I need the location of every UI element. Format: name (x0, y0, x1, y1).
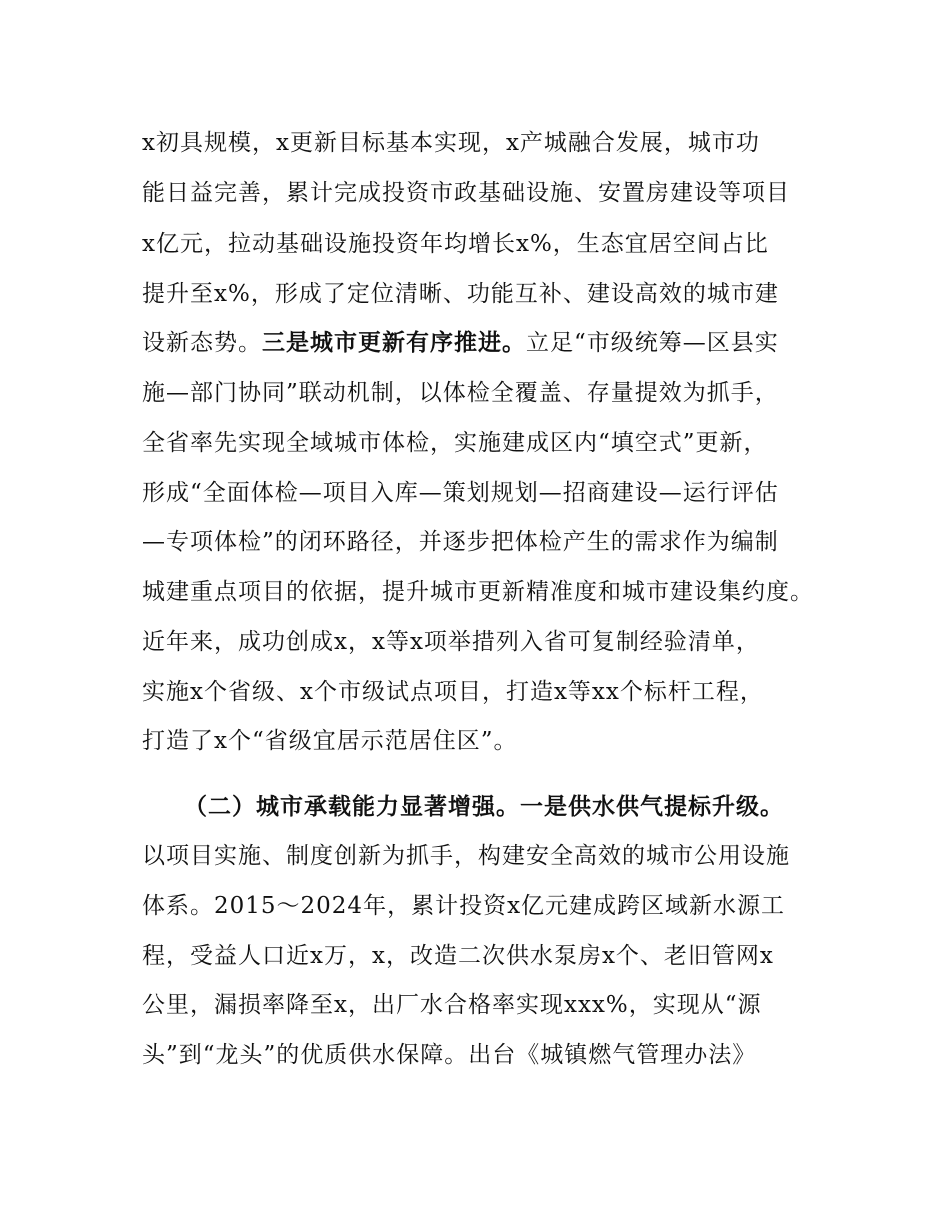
text-line: x亿元，拉动基础设施投资年均增长x%，生态宜居空间占比 (142, 231, 769, 257)
text-line: 头”到“龙头”的优质供水保障。出台《城镇燃气管理办法》 (142, 1042, 757, 1068)
text-line: 程，受益人口近x万，x，改造二次供水泵房x个、老旧管网x (142, 943, 774, 969)
text-line (184, 792, 784, 822)
text-segment: 设新态势。 (142, 330, 262, 356)
text-line: x初具规模，x更新目标基本实现，x产城融合发展，城市功 (142, 130, 760, 156)
bold-heading: 三是城市更新有序推进。 (262, 330, 526, 356)
text-segment: 立足“市级统筹—区县实 (526, 330, 779, 356)
text-line: 体系。2015～2024年，累计投资x亿元建成跨区域新水源工 (142, 893, 786, 919)
text-line: 近年来，成功创成x，x等x项举措列入省可复制经验清单， (142, 629, 760, 655)
text-line: 形成“全面体检—项目入库—策划规划—招商建设—运行评估 (142, 480, 779, 506)
text-line: 打造了x个“省级宜居示范居住区”。 (142, 728, 518, 754)
text-line: —专项体检”的闭环路径，并逐步把体检产生的需求作为编制 (142, 529, 779, 555)
text-line: 能日益完善，累计完成投资市政基础设施、安置房建设等项目 (142, 180, 790, 206)
text-line: 施—部门协同”联动机制，以体检全覆盖、存量提效为抓手， (142, 380, 779, 406)
text-line: 公里，漏损率降至x，出厂水合格率实现xxx%，实现从“源 (142, 992, 762, 1018)
text-line: 以项目实施、制度创新为抓手，构建安全高效的城市公用设施 (142, 843, 790, 869)
text-line (142, 328, 779, 358)
text-line: 城建重点项目的依据，提升城市更新精准度和城市建设集约度。 (142, 579, 814, 605)
text-line: 实施x个省级、x个市级试点项目，打造x等xx个标杆工程， (142, 679, 764, 705)
text-line: 全省率先实现全域城市体检，实施建成区内“填空式”更新， (142, 430, 768, 456)
section-heading: （二）城市承载能力显著增强。一是供水供气提标升级。 (184, 794, 784, 820)
text-line: 提升至x%，形成了定位清晰、功能互补、建设高效的城市建 (142, 281, 779, 307)
